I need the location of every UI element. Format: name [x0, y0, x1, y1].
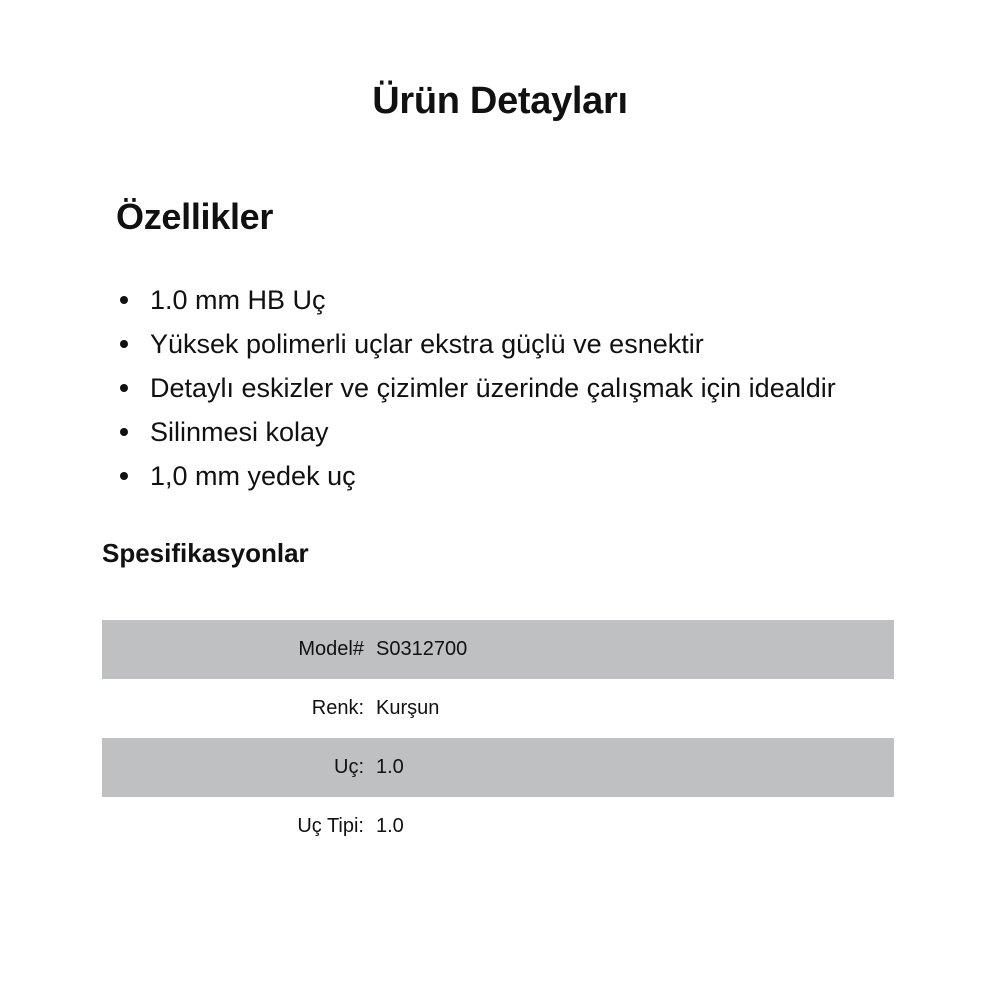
- bullet-icon: [120, 384, 128, 392]
- bullet-icon: [120, 472, 128, 480]
- spec-value: 1.0: [376, 756, 404, 778]
- feature-text: 1,0 mm yedek uç: [150, 461, 356, 491]
- bullet-icon: [120, 340, 128, 348]
- feature-text: 1.0 mm HB Uç: [150, 285, 326, 315]
- feature-text: Silinmesi kolay: [150, 417, 329, 447]
- spec-value: S0312700: [376, 638, 468, 660]
- feature-item: [116, 366, 836, 410]
- feature-item: [116, 322, 836, 366]
- bullet-icon: [120, 296, 128, 304]
- page-title: Ürün Detayları: [372, 80, 628, 122]
- spec-row-color: [102, 679, 894, 738]
- spec-value: 1.0: [376, 815, 404, 837]
- feature-item: [116, 454, 836, 498]
- feature-item: [116, 410, 836, 454]
- features-heading: Özellikler: [116, 196, 274, 237]
- feature-list: [116, 278, 836, 498]
- spec-label: Model#: [298, 638, 364, 660]
- spec-label: Uç Tipi:: [297, 815, 364, 837]
- spec-table: [102, 620, 894, 856]
- spec-row-model: [102, 620, 894, 679]
- feature-text: Detaylı eskizler ve çizimler üzerinde çalışmak için idealdir: [150, 373, 836, 403]
- specs-heading: Spesifikasyonlar: [102, 538, 309, 568]
- feature-text: Yüksek polimerli uçlar ekstra güçlü ve esnektir: [150, 329, 704, 359]
- spec-row-tip: [102, 738, 894, 797]
- feature-item: [116, 278, 836, 322]
- spec-value: Kurşun: [376, 697, 440, 719]
- spec-label: Renk:: [311, 697, 364, 719]
- spec-row-tip-type: [102, 797, 894, 856]
- spec-label: Uç:: [334, 756, 364, 778]
- bullet-icon: [120, 428, 128, 436]
